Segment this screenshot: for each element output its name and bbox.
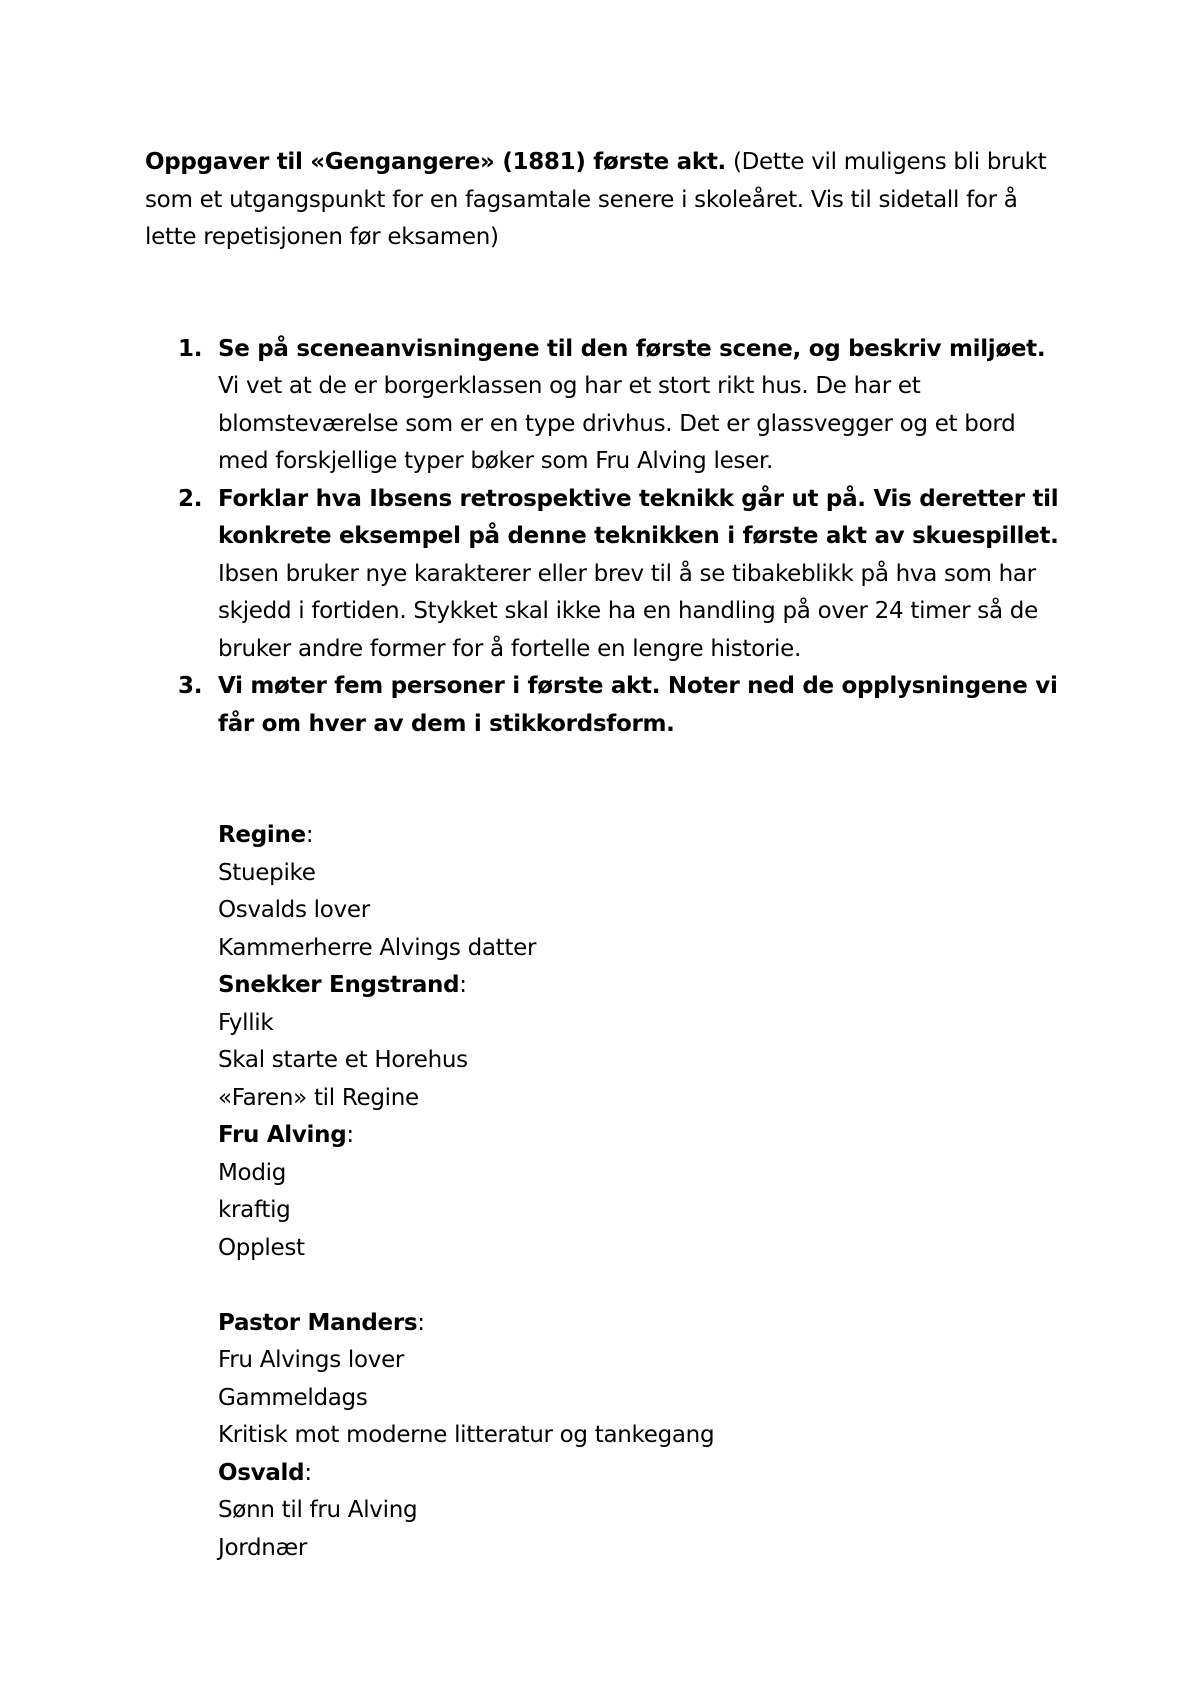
person-list (218, 817, 1065, 1567)
person-trait: Sønn til fru Alving (218, 1497, 418, 1523)
person-trait: Skal starte et Horehus (218, 1047, 468, 1073)
person-entry-regine (218, 817, 1065, 967)
person-entry-fru-alving (218, 1117, 1065, 1267)
person-trait: Stuepike (218, 859, 316, 886)
person-heading (218, 1117, 1065, 1155)
person-trait: Modig (218, 1159, 287, 1186)
person-name: Osvald (218, 1459, 305, 1486)
question-number: 2. (178, 485, 203, 512)
document-body (145, 144, 1065, 1567)
person-entry-manders (218, 1305, 1065, 1455)
person-trait: kraftig (218, 1197, 291, 1223)
intro-paragraph (145, 144, 1065, 257)
person-trait: Kritisk mot moderne litteratur og tankegang (218, 1422, 715, 1448)
person-trait: Osvalds lover (218, 897, 370, 923)
person-trait: Gammeldags (218, 1384, 368, 1411)
question-list (145, 331, 1065, 744)
person-name: Fru Alving (218, 1122, 347, 1148)
person-heading (218, 1305, 1065, 1343)
person-trait: Jordnær (218, 1534, 308, 1561)
question-answer: Vi vet at de er borgerklassen og har et stort rikt hus. De har et blomsteværelse som er en type drivhus. Det er glassvegger og et bord med forskjellige typer bøker som Fru Alving leser. (218, 373, 1016, 474)
intro-text: (Dette vil muligens bli brukt som et utgangspunkt for en fagsamtale senere i skoleåret. Vis til sidetall for å lette repetisjonen før eksamen) (145, 149, 1047, 250)
person-trait: Opplest (218, 1234, 305, 1261)
question-title: Forklar hva Ibsens retrospektive teknikk går ut på. Vis deretter til konkrete eksempel på denne teknikken i første akt av skuespillet. (218, 485, 1059, 549)
person-colon: : (346, 1122, 354, 1148)
person-entry-engstrand (218, 967, 1065, 1117)
intro-title: Oppgaver til «Gengangere» (1881) første akt. (145, 149, 726, 175)
person-trait: Fyllik (218, 1009, 274, 1036)
person-name: Pastor Manders (218, 1309, 418, 1336)
person-colon: : (417, 1309, 425, 1336)
question-item (145, 481, 1065, 669)
person-colon: : (304, 1459, 312, 1486)
person-heading (218, 967, 1065, 1005)
question-item (145, 668, 1065, 743)
person-heading (218, 817, 1065, 855)
person-name: Snekker Engstrand (218, 972, 460, 998)
person-trait: Fru Alvings lover (218, 1347, 405, 1373)
question-title: Se på sceneanvisningene til den første scene, og beskriv miljøet. (218, 335, 1046, 362)
person-colon: : (305, 822, 314, 848)
person-colon: : (459, 972, 467, 998)
person-entry-osvald (218, 1455, 1065, 1568)
question-answer: Ibsen bruker nye karakterer eller brev til å se tibakeblikk på hva som har skjedd i fortiden. Stykket skal ikke ha en handling på over 24 timer så de bruker andre former for å fortelle en lengre historie. (218, 560, 1038, 662)
person-trait: Kammerherre Alvings datter (218, 934, 537, 961)
question-number: 3. (178, 673, 203, 699)
question-number: 1. (178, 335, 203, 362)
person-heading (218, 1455, 1065, 1493)
person-trait: «Faren» til Regine (218, 1084, 419, 1111)
blank-line (218, 1267, 1065, 1305)
person-name: Regine (218, 822, 306, 848)
question-title: Vi møter fem personer i første akt. Noter ned de opplysningene vi får om hver av dem i stikkordsform. (218, 673, 1058, 737)
question-item (145, 331, 1065, 481)
